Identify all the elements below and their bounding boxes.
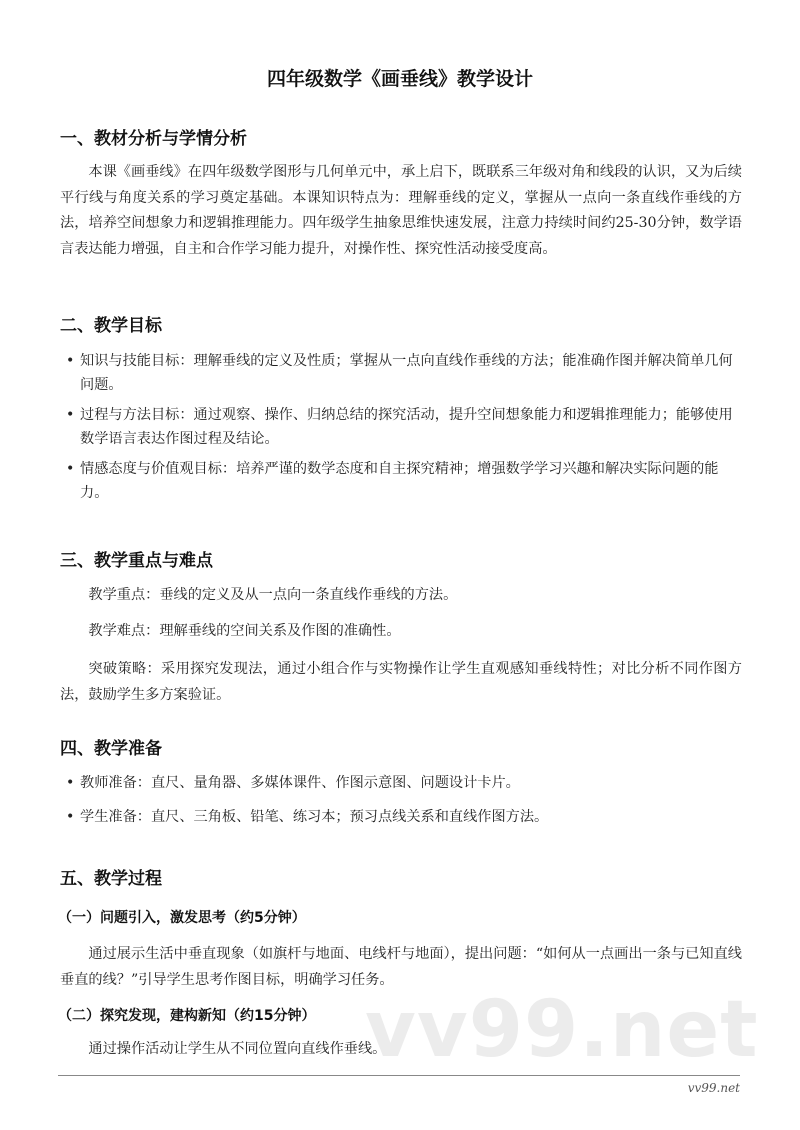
section-1-heading: 一、教材分析与学情分析 xyxy=(60,129,247,149)
list-item: • 知识与技能目标：理解垂线的定义及性质；掌握从一点向直线作垂线的方法；能准确作图并解决简单几何问题。 xyxy=(80,349,742,397)
objectives-list xyxy=(80,349,742,511)
key-point-paragraph: 教学重点：垂线的定义及从一点向一条直线作垂线的方法。 xyxy=(88,587,458,603)
footer-site: vv99.net xyxy=(687,1081,740,1095)
list-item: • 教师准备：直尺、量角器、多媒体课件、作图示意图、问题设计卡片。 xyxy=(80,771,742,795)
list-item: • 学生准备：直尺、三角板、铅笔、练习本；预习点线关系和直线作图方法。 xyxy=(80,805,742,829)
subsection-1-heading: （一）问题引入，激发思考（约5分钟） xyxy=(58,910,306,926)
section-3-heading: 三、教学重点与难点 xyxy=(60,551,213,571)
footer-divider xyxy=(58,1075,740,1076)
preparation-list xyxy=(80,771,742,835)
strategy-paragraph: 突破策略：采用探究发现法，通过小组合作与实物操作让学生直观感知垂线特性；对比分析不同作图方法，鼓励学生多方案验证。 xyxy=(60,661,742,703)
document-title: 四年级数学《画垂线》教学设计 xyxy=(266,68,533,90)
section-2-heading: 二、教学目标 xyxy=(60,316,162,336)
subsection-2-paragraph: 通过操作活动让学生从不同位置向直线作垂线。 xyxy=(88,1041,387,1057)
difficulty-paragraph: 教学难点：理解垂线的空间关系及作图的准确性。 xyxy=(88,623,401,639)
watermark: vv99.net xyxy=(365,985,759,1075)
subsection-1-paragraph: 通过展示生活中垂直现象（如旗杆与地面、电线杆与地面），提出问题：“如何从一点画出一条与已知直线垂直的线？”引导学生思考作图目标，明确学习任务。 xyxy=(60,946,742,988)
section-4-heading: 四、教学准备 xyxy=(60,739,162,759)
subsection-2-heading: （二）探究发现，建构新知（约15分钟） xyxy=(58,1008,316,1024)
list-item: • 过程与方法目标：通过观察、操作、归纳总结的探究活动，提升空间想象能力和逻辑推理能力；能够使用数学语言表达作图过程及结论。 xyxy=(80,403,742,451)
section-5-heading: 五、教学过程 xyxy=(60,869,162,889)
section-1-paragraph: 本课《画垂线》在四年级数学图形与几何单元中，承上启下，既联系三年级对角和线段的认识，又为后续平行线与角度关系的学习奠定基础。本课知识特点为：理解垂线的定义，掌握从一点向一条直线作垂线的方法，培养空间想象力和逻辑推理能力。四年级学生抽象思维快速发展，注意力持续时间约25-30分钟，数学语言表达能力增强，自主和合作学习能力提升，对操作性、探究性活动接受度高。 xyxy=(60,164,742,257)
list-item: • 情感态度与价值观目标：培养严谨的数学态度和自主探究精神；增强数学学习兴趣和解决实际问题的能力。 xyxy=(80,457,742,505)
